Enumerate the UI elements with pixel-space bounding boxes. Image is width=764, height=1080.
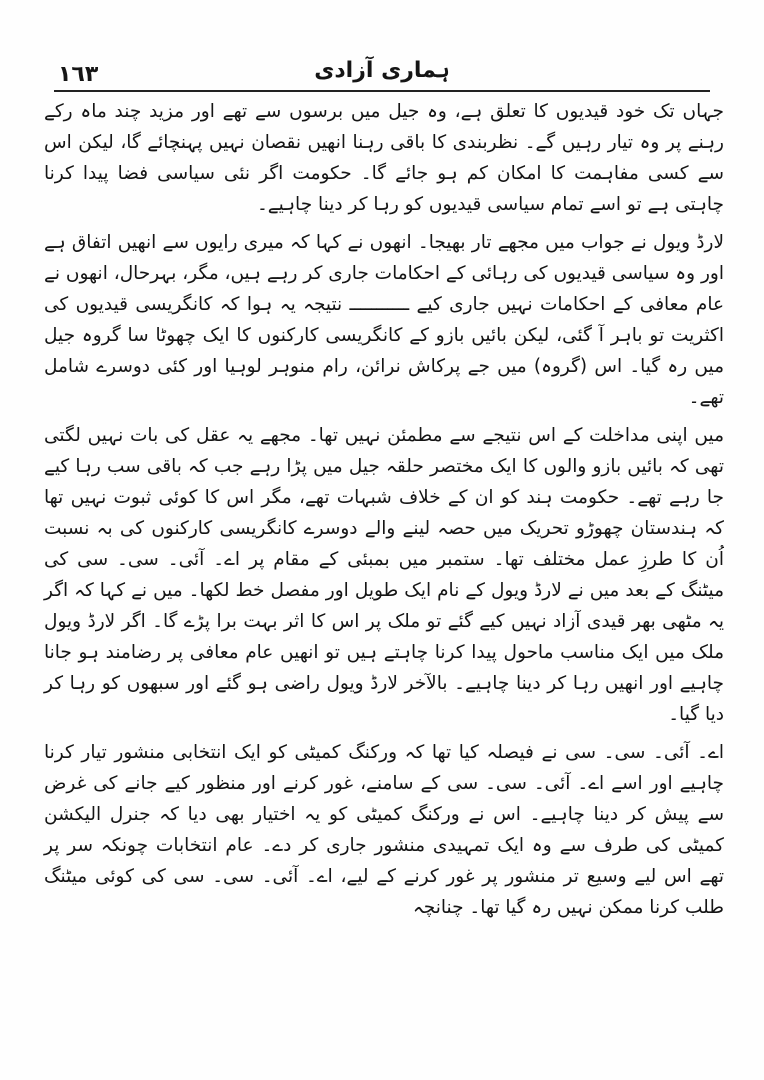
paragraph-4: اے۔ آئی۔ سی۔ سی نے فیصلہ کیا تھا کہ ورکنگ کمیٹی کو ایک انتخابی منشور تیار کرنا چاہیے اور اسے اے۔ آئی۔ سی۔ سی کے سامنے، غور کرنے اور منظور کیے جانے کی غرض سے پیش کر دینا چاہیے۔ اس نے ورکنگ کمیٹی کو یہ اختیار بھی دیا کہ جنرل الیکشن کمیٹی کی طرف سے وہ ایک تمہیدی منشور جاری کر دے۔ عام انتخابات چونکہ سر پر تھے اس لیے وسیع تر منشور پر غور کرنے کے لیے، اے۔ آئی۔ سی۔ سی کی کوئی میٹنگ طلب کرنا ممکن نہیں رہ گیا تھا۔ چنانچہ: [44, 742, 724, 918]
paragraph-1: جہاں تک خود قیدیوں کا تعلق ہے، وہ جیل میں برسوں سے تھے اور مزید چند ماہ رکے رہنے پر وہ تیار رہیں گے۔ نظربندی کا باقی رہنا انھیں نقصان نہیں پہنچائے گا، لیکن اس سے کسی مفاہمت کا امکان کم ہو جائے گا۔ حکومت اگر نئی سیاسی فضا پیدا کرنا چاہتی ہے تو اسے تمام سیاسی قیدیوں کو رہا کر دینا چاہیے۔: [44, 101, 724, 215]
running-title: ہماری آزادی: [314, 58, 450, 83]
page-number: ١٦٣: [58, 62, 99, 87]
paragraph-2: لارڈ ویول نے جواب میں مجھے تار بھیجا۔ انھوں نے کہا کہ میری رایوں سے انھیں اتفاق ہے اور وہ سیاسی قیدیوں کی رہائی کے احکامات جاری کر رہے ہیں، مگر، بہرحال، انھوں نے عام معافی کے احکامات نہیں جاری کیے ـــــــــــ نتیجہ یہ ہوا کہ کانگریسی قیدیوں کی اکثریت تو باہر آ گئی، لیکن بائیں بازو کے کانگریسی کارکنوں کا ایک چھوٹا سا گروہ جیل میں رہ گیا۔ اس (گروہ) میں جے پرکاش نرائن، رام منوہر لوہیا اور کئی دوسرے شامل تھے۔: [44, 232, 724, 408]
header-rule: [54, 90, 710, 92]
page-header: [40, 56, 724, 92]
page-body: [44, 96, 724, 930]
paragraph-3: میں اپنی مداخلت کے اس نتیجے سے مطمئن نہیں تھا۔ مجھے یہ عقل کی بات نہیں لگتی تھی کہ بائیں بازو والوں کا ایک مختصر حلقہ جیل میں پڑا رہے جب کہ باقی سب رہا کیے جا رہے تھے۔ حکومت ہند کو ان کے خلاف شبہات تھے، مگر اس کا کوئی ثبوت نہیں تھا کہ ہندستان چھوڑو تحریک میں حصہ لینے والے دوسرے کانگریسی کارکنوں کی بہ نسبت اُن کا طرزِ عمل مختلف تھا۔ ستمبر میں بمبئی کے مقام پر اے۔ آئی۔ سی۔ سی کی میٹنگ کے بعد میں نے لارڈ ویول کے نام ایک طویل اور مفصل خط لکھا۔ میں نے کہا کہ اگر یہ مٹھی بھر قیدی آزاد نہیں کیے گئے تو ملک پر اس کا اثر بہت برا پڑے گا۔ اگر لارڈ ویول ملک میں ایک مناسب ماحول پیدا کرنا چاہتے ہیں تو انھیں عام معافی پر رضامند ہو جانا چاہیے اور انھیں رہا کر دینا چاہیے۔ بالآخر لارڈ ویول راضی ہو گئے اور سبھوں کو رہا کر دیا گیا۔: [44, 425, 724, 725]
